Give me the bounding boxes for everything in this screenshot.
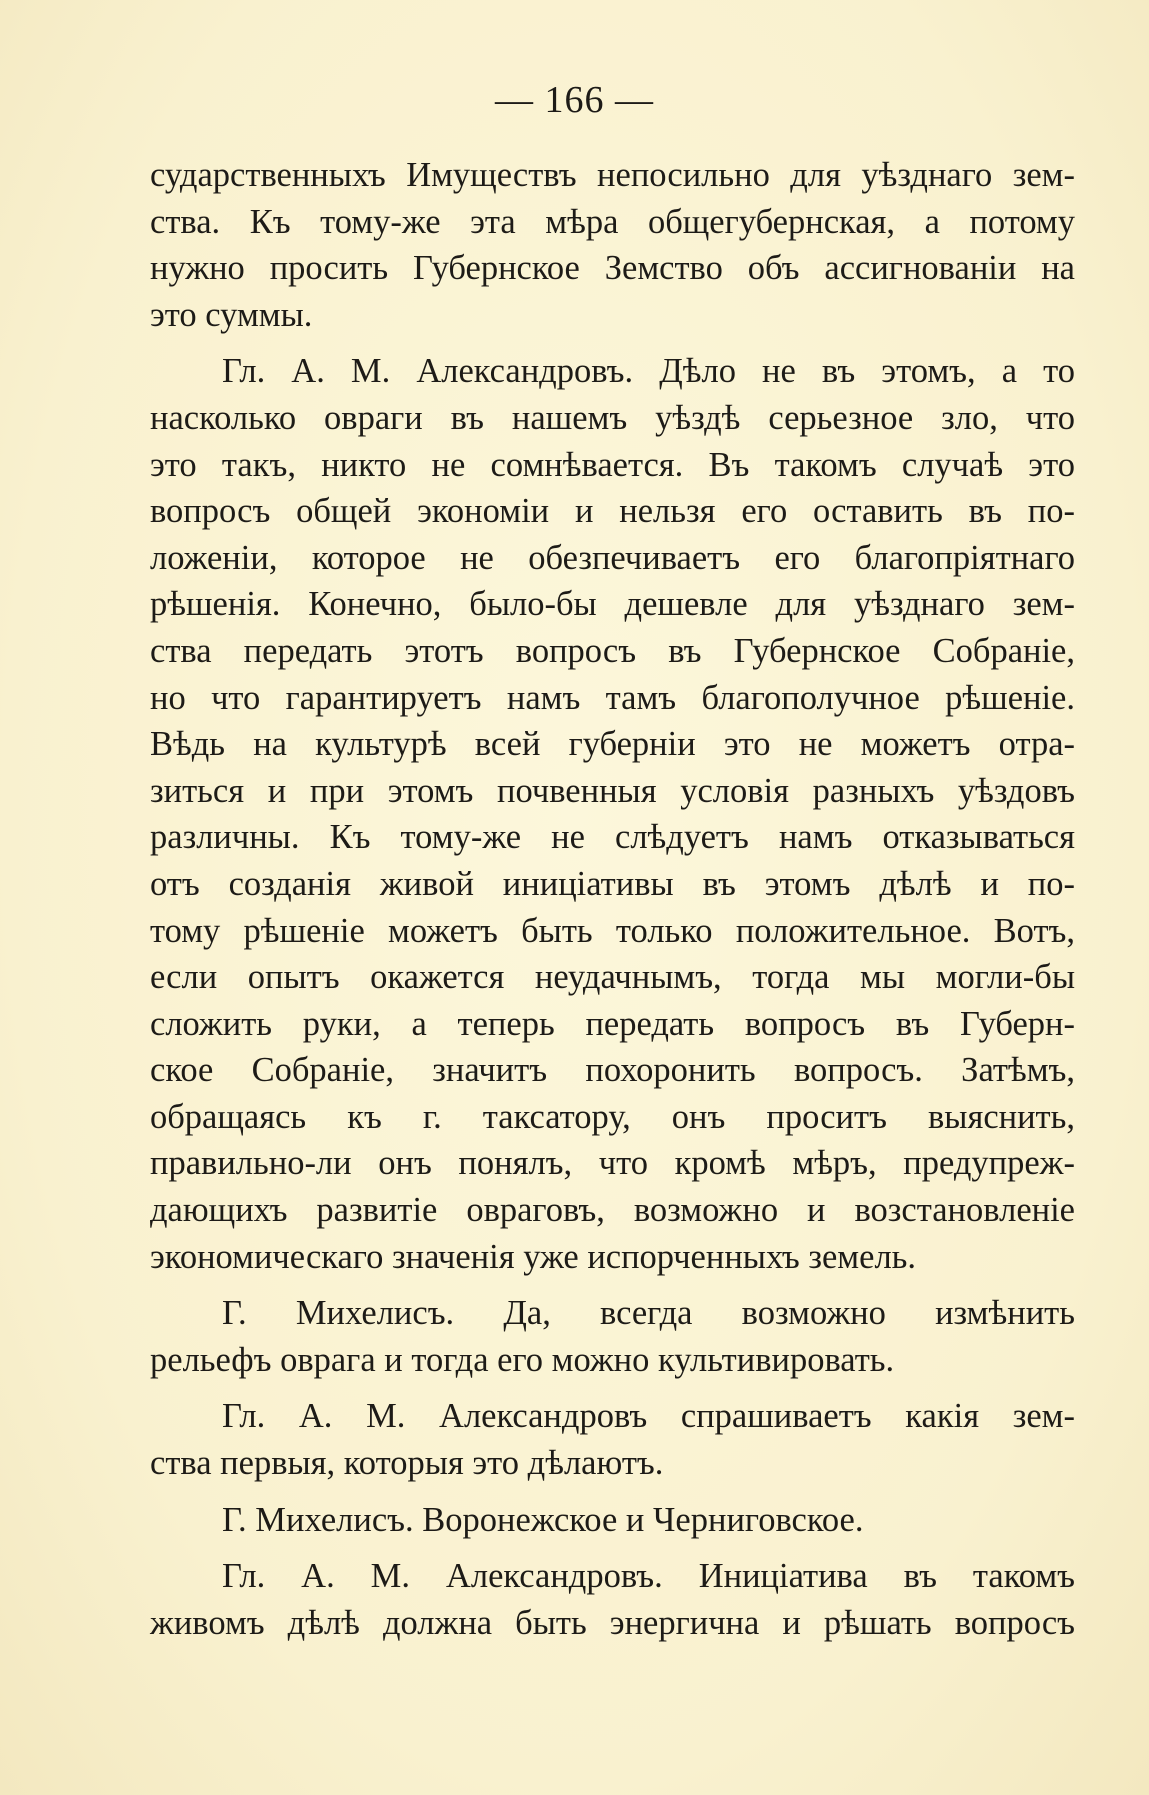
text-line: это суммы. — [150, 295, 313, 334]
text-line: экономическаго значенія уже испорченныхъ земель. — [150, 1237, 917, 1276]
text-line: Гл. А. М. Александровъ. Дѣло не въ этомъ, а то — [222, 352, 1075, 391]
paragraph-alexandrov-3 — [150, 1553, 1075, 1646]
text-line: вопросъ общей экономіи и нельзя его оставить въ по- — [150, 492, 1075, 531]
text-line: сложить руки, а теперь передать вопросъ въ Губерн- — [150, 1004, 1075, 1043]
text-line: насколько овраги въ нашемъ уѣздѣ серьезное зло, что — [150, 398, 1075, 437]
text-line: отъ созданія живой иниціативы въ этомъ дѣлѣ и по- — [150, 864, 1075, 903]
text-line: рельефъ оврага и тогда его можно культивировать. — [150, 1340, 895, 1379]
paragraph-michelis-1 — [150, 1290, 1075, 1383]
text-line: ства первыя, которыя это дѣлаютъ. — [150, 1444, 664, 1483]
text-line: живомъ дѣлѣ должна быть энергична и рѣшать вопросъ — [150, 1603, 1075, 1642]
paragraph-michelis-2 — [150, 1497, 1075, 1544]
text-line: рѣшенія. Конечно, было-бы дешевле для уѣзднаго зем- — [150, 585, 1075, 624]
text-line: сударственныхъ Имуществъ непосильно для уѣзднаго зем- — [150, 156, 1075, 194]
text-line: Г. Михелисъ. Да, всегда возможно измѣнить — [222, 1294, 1075, 1333]
text-line: нужно просить Губернское Земство объ ассигнованіи на — [150, 249, 1075, 288]
text-line: зиться и при этомъ почвенныя условія разныхъ уѣздовъ — [150, 771, 1075, 810]
text-line: дающихъ развитіе овраговъ, возможно и возстановленіе — [150, 1191, 1075, 1230]
text-line: правильно-ли онъ понялъ, что кромѣ мѣръ, предупреж- — [150, 1144, 1075, 1183]
paragraph-alexandrov-2 — [150, 1393, 1075, 1486]
text-line: ства. Къ тому-же эта мѣра общегубернская, а потому — [150, 202, 1075, 241]
text-line: ское Собраніе, значитъ похоронить вопросъ. Затѣмъ, — [150, 1051, 1075, 1090]
text-line: обращаясь къ г. таксатору, онъ проситъ выяснить, — [150, 1097, 1075, 1136]
text-line: Гл. А. М. Александровъ. Иниціатива въ такомъ — [222, 1557, 1075, 1596]
text-line: различны. Къ тому-же не слѣдуетъ намъ отказываться — [150, 818, 1075, 857]
text-line: тому рѣшеніе можетъ быть только положительное. Вотъ, — [150, 911, 1075, 950]
paragraph-alexandrov-1 — [150, 348, 1075, 1280]
text-line: это такъ, никто не сомнѣвается. Въ такомъ случаѣ это — [150, 445, 1075, 484]
text-line: Вѣдь на культурѣ всей губерніи это не можетъ отра- — [150, 725, 1075, 764]
text-line: ства передать этотъ вопросъ въ Губернское Собраніе, — [150, 631, 1075, 670]
page-number: — 166 — — [495, 79, 654, 121]
paragraph-continuation — [150, 152, 1075, 338]
text-line: Г. Михелисъ. Воронежское и Черниговское. — [222, 1500, 864, 1539]
text-line: ложеніи, которое не обезпечиваетъ его благопріятнаго — [150, 538, 1075, 577]
text-line: но что гарантируетъ намъ тамъ благополучное рѣшеніе. — [150, 678, 1075, 717]
text-line: если опытъ окажется неудачнымъ, тогда мы могли-бы — [150, 958, 1075, 997]
page-body-text — [150, 152, 1075, 1646]
text-line: Гл. А. М. Александровъ спрашиваетъ какія зем- — [222, 1397, 1075, 1436]
